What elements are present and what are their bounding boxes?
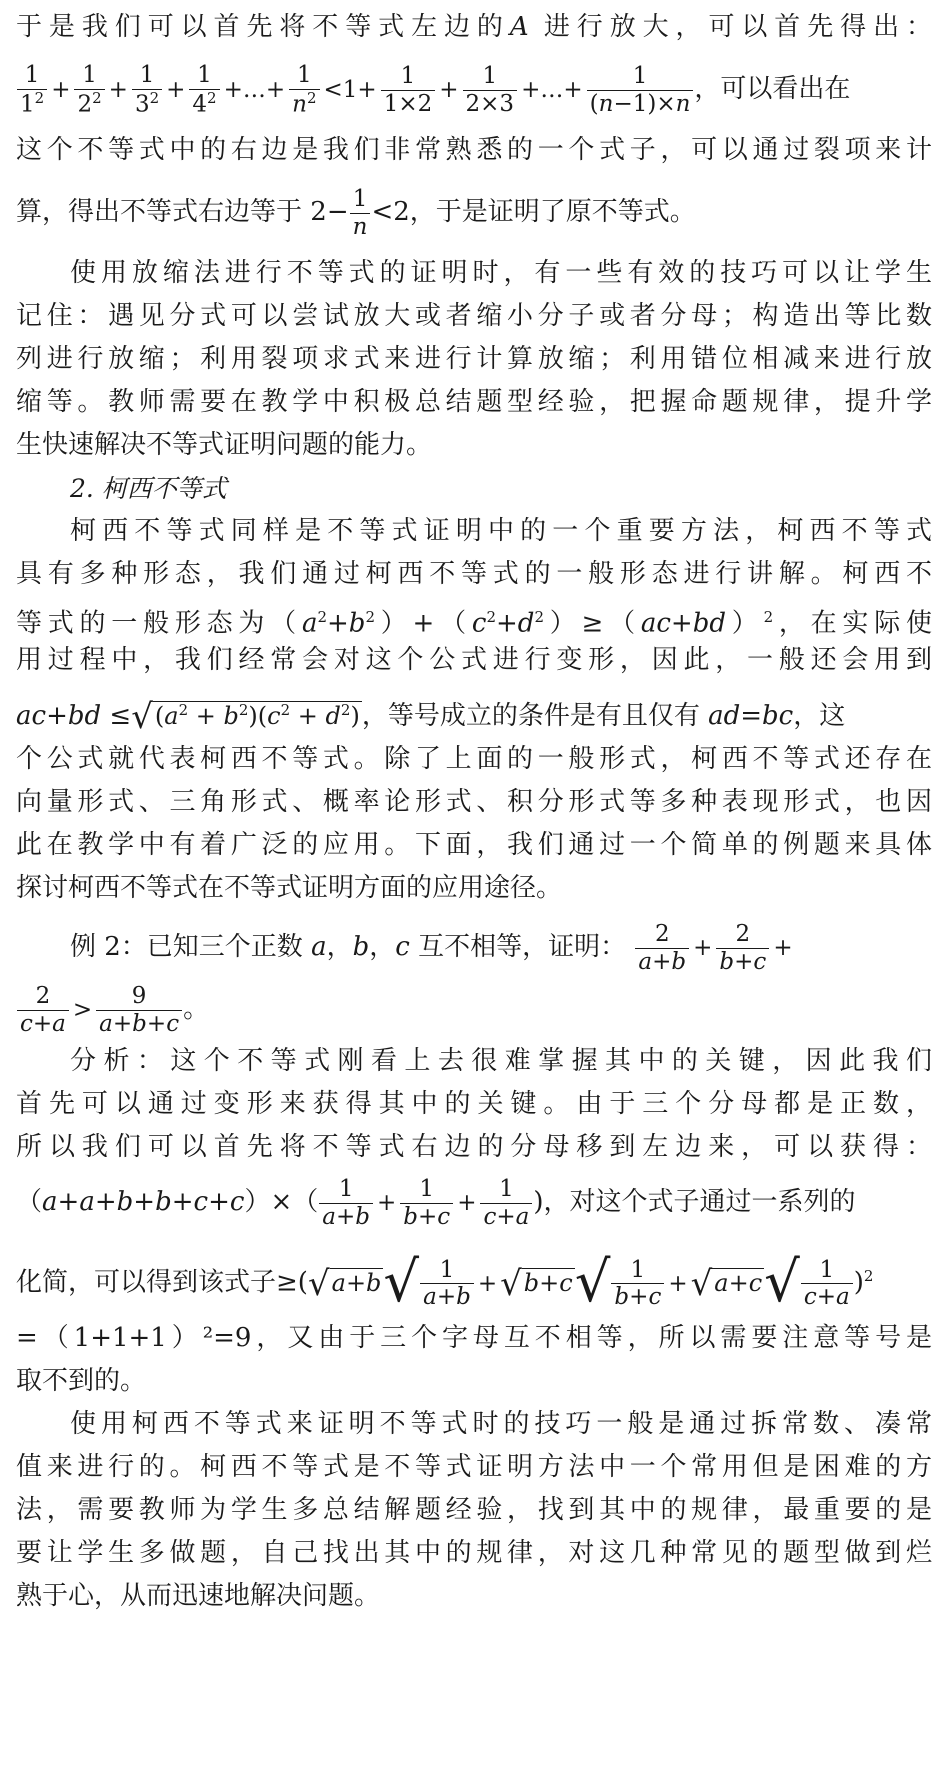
paragraph-line: 列进行放缩；利用裂项求式来进行计算放缩；利用错位相减来进行放 [16,344,932,374]
paragraph-line: 使用柯西不等式来证明不等式时的技巧一般是通过拆常数、凑常 [70,1409,932,1439]
paragraph-line: 向量形式、三角形式、概率论形式、积分形式等多种表现形式，也因 [16,787,932,817]
text-line: 算，得出不等式右边等于 2− $\frac{1}{n}$ <2，于是证明了原不等式。 [16,186,696,240]
paragraph-line: 要让学生多做题，自己找出其中的规律，对这几种常见的题型做到烂 [16,1538,932,1568]
analysis-line: 所以我们可以首先将不等式右边的分母移到左边来，可以获得： [16,1132,932,1162]
analysis-line: 取不到的。 [16,1366,147,1396]
paragraph-line: 缩等。教师需要在教学中积极总结题型经验，把握命题规律，提升学 [16,387,932,417]
paragraph-line: 生快速解决不等式证明问题的能力。 [16,430,433,460]
analysis-line: 分析：这个不等式刚看上去很难掌握其中的关键，因此我们 [70,1046,932,1076]
text-line: 这个不等式中的右边是我们非常熟悉的一个式子，可以通过裂项来计 [16,135,932,165]
section-heading: 2. 柯西不等式 [70,474,227,503]
analysis-formula-line: 化简，可以得到该式子≥(√a+b√ $\frac{1}{a+b}$ +√b+c√ $\frac{1}{b+c}$ +√a+c√ $\frac{1}{c+a}$ )$^2$ [16,1249,874,1315]
text-line: 于是我们可以首先将不等式左边的A 进行放大，可以首先得出： [16,12,932,42]
paragraph-line: 此在教学中有着广泛的应用。下面，我们通过一个简单的例题来具体 [16,830,932,860]
paragraph-line: 用过程中，我们经常会对这个公式进行变形，因此，一般还会用到 [16,645,932,675]
paragraph-line: 具有多种形态，我们通过柯西不等式的一般形态进行讲解。柯西不 [16,559,932,589]
paragraph-line: 值来进行的。柯西不等式是不等式证明方法中一个常用但是困难的方 [16,1452,932,1482]
example-line: $\frac{2}{c+a}$ > $\frac{9}{a+b+c}$ 。 [16,978,932,1040]
paragraph-line: 个公式就代表柯西不等式。除了上面的一般形式，柯西不等式还存在 [16,744,932,774]
paragraph-line: 探讨柯西不等式在不等式证明方面的应用途径。 [16,873,563,903]
paragraph-line: 等式的一般形态为$(a^2+b^2)+(c^2+d^2)\ge(ac+bd)^2$，在实际使 [16,608,932,639]
analysis-line: 首先可以通过变形来获得其中的关键。由于三个分母都是正数， [16,1089,932,1119]
paragraph-line: 法，需要教师为学生多总结解题经验，找到其中的规律，最重要的是 [16,1495,932,1525]
analysis-formula-line: （a+a+b+b+c+c）×（ $\frac{1}{a+b}$ + $\frac{1}{b+c}$ + $\frac{1}{c+a}$ )，对这个式子通过一系列的 [16,1176,856,1230]
formula-line-series: 1 $1^2$ + $\frac{1}{2^2}$ + $\frac{1}{3^2}$ + $\frac{1}{4^2}$ +…+ $\frac{1}{n^2}$ <1+ $\frac{1}{1\times 2}$ + $\frac{1}{2\times 3}$ +…+ $\frac{1}{(n-1)\times n}$ ，可以看出在 [16,49,932,129]
paragraph-line: $ac+bd \le√(a^2 + b^2)(c^2 + d^2)$，等号成立的条件是有且仅有 ad=bc，这 [16,697,846,737]
paragraph-line: 熟于心，从而迅速地解决问题。 [16,1581,381,1611]
series-inequality: 1 $1^2$ + $\frac{1}{2^2}$ + $\frac{1}{3^2}$ + $\frac{1}{4^2}$ +…+ $\frac{1}{n^2}$ <1+ $\frac{1}{1\times 2}$ + $\frac{1}{2\times 3}$ +…+ $\frac{1}{(n-1)\times n}$ [16,50,694,129]
paragraph-line: 柯西不等式同样是不等式证明中的一个重要方法，柯西不等式 [70,516,932,546]
paragraph-line: 使用放缩法进行不等式的证明时，有一些有效的技巧可以让学生 [70,258,932,288]
analysis-line: =（1+1+1）²=9，又由于三个字母互不相等，所以需要注意等号是 [16,1323,932,1353]
paragraph-line: 记住：遇见分式可以尝试放大或者缩小分子或者分母；构造出等比数 [16,301,932,331]
example-line: 例 2：已知三个正数 a，b，c 互不相等，证明： $\frac{2}{a+b}$ + $\frac{2}{b+c}$ + [70,921,793,975]
